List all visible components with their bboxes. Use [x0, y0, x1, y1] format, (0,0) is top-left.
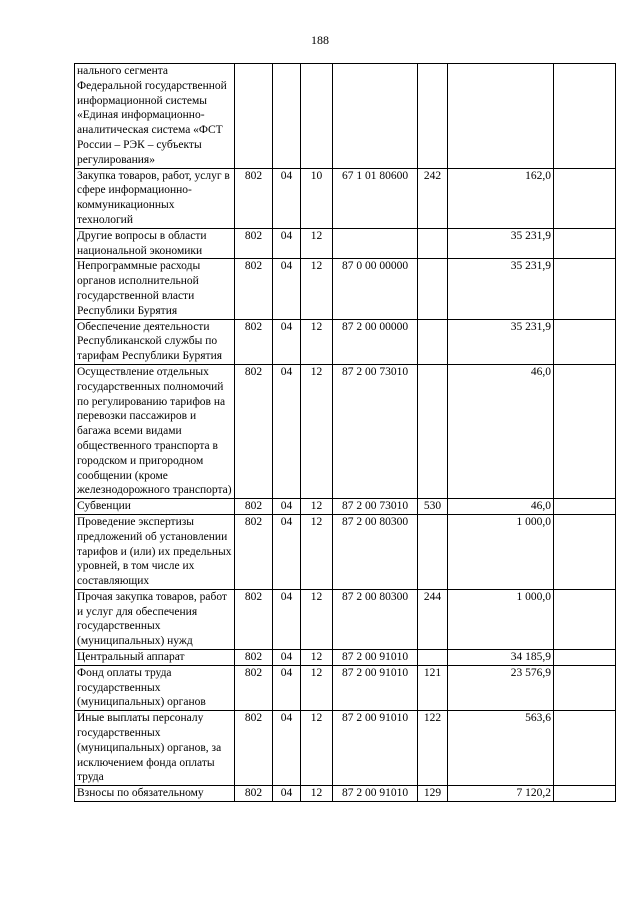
cell-ministry-code: 802: [235, 499, 273, 515]
cell-section-code: 04: [273, 711, 301, 786]
cell-subsection-code: 12: [301, 514, 333, 589]
cell-name: Обеспечение деятельности Республиканской службы по тарифам Республики Бурятия: [75, 319, 235, 364]
cell-name: Непрограммные расходы органов исполнительной государственной власти Республики Бурятия: [75, 259, 235, 319]
cell-subsection-code: 12: [301, 499, 333, 515]
cell-subsection-code: 12: [301, 228, 333, 259]
cell-amount: 162,0: [448, 168, 554, 228]
cell-subsection-code: 12: [301, 259, 333, 319]
cell-subsection-code: 12: [301, 786, 333, 802]
cell-section-code: 04: [273, 786, 301, 802]
cell-ministry-code: [235, 64, 273, 169]
cell-amount: 563,6: [448, 711, 554, 786]
cell-section-code: 04: [273, 499, 301, 515]
page-number: 188: [311, 33, 329, 47]
cell-ministry-code: 802: [235, 786, 273, 802]
cell-expense-type: 244: [418, 589, 448, 649]
cell-expense-type: [418, 64, 448, 169]
cell-target-article: 87 0 00 00000: [333, 259, 418, 319]
cell-ministry-code: 802: [235, 168, 273, 228]
cell-name: Субвенции: [75, 499, 235, 515]
budget-table: [74, 63, 616, 802]
table-row: [75, 228, 616, 259]
cell-empty: [554, 64, 616, 169]
table-row: [75, 499, 616, 515]
cell-amount: 46,0: [448, 499, 554, 515]
cell-subsection-code: 12: [301, 364, 333, 498]
cell-empty: [554, 514, 616, 589]
cell-name: Иные выплаты персоналу государственных (муниципальных) органов, за исключением фонда оплаты труда: [75, 711, 235, 786]
table-row: [75, 514, 616, 589]
cell-target-article: [333, 64, 418, 169]
cell-name: нального сегмента Федеральной государственной информационной системы «Единая информационно-аналитическая система «ФСТ России – РЭК – субъекты регулирования»: [75, 64, 235, 169]
cell-section-code: 04: [273, 319, 301, 364]
table-row: [75, 650, 616, 666]
cell-empty: [554, 665, 616, 710]
cell-subsection-code: 12: [301, 665, 333, 710]
cell-name: Прочая закупка товаров, работ и услуг для обеспечения государственных (муниципальных) нужд: [75, 589, 235, 649]
cell-subsection-code: 12: [301, 711, 333, 786]
cell-amount: [448, 64, 554, 169]
cell-amount: 23 576,9: [448, 665, 554, 710]
cell-section-code: 04: [273, 364, 301, 498]
cell-subsection-code: 12: [301, 589, 333, 649]
cell-name: Другие вопросы в области национальной экономики: [75, 228, 235, 259]
table-row: [75, 589, 616, 649]
cell-amount: 1 000,0: [448, 514, 554, 589]
cell-target-article: 87 2 00 91010: [333, 786, 418, 802]
cell-amount: 7 120,2: [448, 786, 554, 802]
cell-expense-type: [418, 228, 448, 259]
table-body: [75, 64, 616, 802]
cell-amount: 46,0: [448, 364, 554, 498]
cell-target-article: 87 2 00 00000: [333, 319, 418, 364]
cell-empty: [554, 319, 616, 364]
cell-expense-type: 129: [418, 786, 448, 802]
cell-target-article: 87 2 00 91010: [333, 711, 418, 786]
cell-subsection-code: 10: [301, 168, 333, 228]
cell-expense-type: [418, 514, 448, 589]
cell-target-article: [333, 228, 418, 259]
cell-empty: [554, 228, 616, 259]
cell-empty: [554, 364, 616, 498]
cell-expense-type: 121: [418, 665, 448, 710]
cell-section-code: 04: [273, 168, 301, 228]
table-row: [75, 364, 616, 498]
cell-amount: 35 231,9: [448, 228, 554, 259]
cell-section-code: 04: [273, 665, 301, 710]
cell-amount: 35 231,9: [448, 319, 554, 364]
cell-name: Проведение экспертизы предложений об установлении тарифов и (или) их предельных уровней, в том числе их составляющих: [75, 514, 235, 589]
cell-target-article: 87 2 00 80300: [333, 589, 418, 649]
cell-ministry-code: 802: [235, 589, 273, 649]
cell-target-article: 87 2 00 73010: [333, 364, 418, 498]
cell-subsection-code: [301, 64, 333, 169]
cell-ministry-code: 802: [235, 711, 273, 786]
cell-expense-type: [418, 650, 448, 666]
table-row: [75, 786, 616, 802]
cell-section-code: 04: [273, 259, 301, 319]
cell-ministry-code: 802: [235, 319, 273, 364]
table-row: [75, 168, 616, 228]
cell-section-code: 04: [273, 650, 301, 666]
cell-ministry-code: 802: [235, 228, 273, 259]
cell-empty: [554, 168, 616, 228]
cell-empty: [554, 650, 616, 666]
cell-ministry-code: 802: [235, 364, 273, 498]
cell-amount: 34 185,9: [448, 650, 554, 666]
cell-subsection-code: 12: [301, 650, 333, 666]
cell-empty: [554, 499, 616, 515]
cell-name: Закупка товаров, работ, услуг в сфере информационно-коммуникационных технологий: [75, 168, 235, 228]
cell-name: Фонд оплаты труда государственных (муниципальных) органов: [75, 665, 235, 710]
cell-section-code: [273, 64, 301, 169]
table-row: [75, 711, 616, 786]
cell-name: Осуществление отдельных государственных полномочий по регулированию тарифов на перевозки пассажиров и багажа всеми видами общественного транспорта в городском и пригородном сообщении (кроме железнодорожного транспорта): [75, 364, 235, 498]
cell-name: Центральный аппарат: [75, 650, 235, 666]
cell-empty: [554, 259, 616, 319]
table-row: [75, 319, 616, 364]
cell-expense-type: 530: [418, 499, 448, 515]
cell-subsection-code: 12: [301, 319, 333, 364]
table-row: [75, 259, 616, 319]
cell-target-article: 87 2 00 80300: [333, 514, 418, 589]
cell-empty: [554, 711, 616, 786]
cell-empty: [554, 589, 616, 649]
cell-section-code: 04: [273, 514, 301, 589]
cell-expense-type: [418, 364, 448, 498]
table-row: [75, 64, 616, 169]
cell-empty: [554, 786, 616, 802]
cell-target-article: 87 2 00 91010: [333, 650, 418, 666]
cell-ministry-code: 802: [235, 650, 273, 666]
cell-target-article: 87 2 00 73010: [333, 499, 418, 515]
cell-expense-type: 122: [418, 711, 448, 786]
cell-ministry-code: 802: [235, 665, 273, 710]
cell-ministry-code: 802: [235, 514, 273, 589]
cell-expense-type: [418, 319, 448, 364]
cell-section-code: 04: [273, 228, 301, 259]
cell-target-article: 87 2 00 91010: [333, 665, 418, 710]
cell-amount: 1 000,0: [448, 589, 554, 649]
cell-amount: 35 231,9: [448, 259, 554, 319]
cell-expense-type: [418, 259, 448, 319]
cell-name: Взносы по обязательному: [75, 786, 235, 802]
table-row: [75, 665, 616, 710]
cell-ministry-code: 802: [235, 259, 273, 319]
cell-expense-type: 242: [418, 168, 448, 228]
cell-section-code: 04: [273, 589, 301, 649]
cell-target-article: 67 1 01 80600: [333, 168, 418, 228]
